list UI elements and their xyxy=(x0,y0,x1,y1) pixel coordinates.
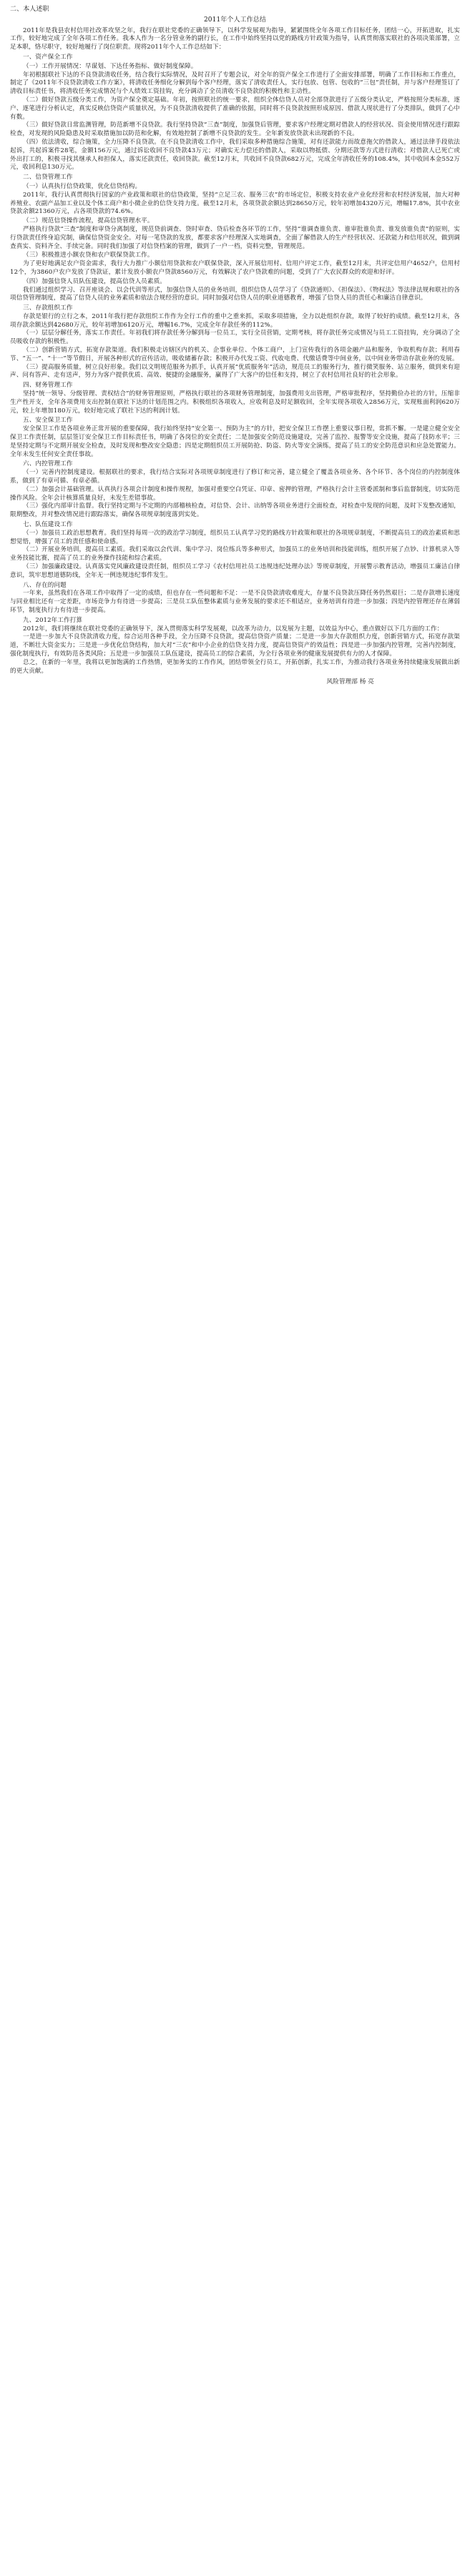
paragraph: 2011年，我行认真贯彻执行国家的产业政策和联社的信贷政策，坚持“立足三农、服务三农”的市场定位，积极支持农业产业化经营和农村经济发展，加大对种养殖业、农副产品加工业以及个体工商户和小微企业的信贷支持力度。截至12月末，各项贷款余额达到28650万元，较年初增加4320万元，增幅17.8%，其中农业贷款余额21360万元，占各项贷款的74.6%。 xyxy=(10,191,460,216)
paragraph: （二）开展业务培训，提高员工素质。我们采取以会代训、集中学习、岗位练兵等多种形式，加强员工的业务培训和技能训练，组织开展了点钞、计算机录入等业务技能比赛，提高了员工的业务操作技能和综合素质。 xyxy=(10,546,460,563)
paragraph: （二）做好贷款五级分类工作，为资产保全奠定基础。年初，按照联社的统一要求，组织全体信贷人员对全部贷款进行了五级分类认定，严格按照分类标准，逐户、逐笔进行分析认定，真实反映信贷资产质量状况，为不良贷款清收提供了准确的依据，同时将不良贷款按照形成原因、借款人现状进行了分类排队，做到了心中有数。 xyxy=(10,96,460,121)
paragraph: 坚持“统一领导、分级管理、责权结合”的财务管理原则，严格执行联社的各项财务管理制度，加强费用支出管理，严格审批程序，坚持勤俭办社的方针，压缩非生产性开支，全年各项费用支出控制在联社下达的计划范围之内。积极组织各项收入，应收利息及时足额收回，全年实现各项收入2856万元，实现账面利润620万元，较上年增加180万元，较好地完成了联社下达的利润计划。 xyxy=(10,390,460,415)
paragraph: （一）完善内控制度建设。根据联社的要求，我行结合实际对各项规章制度进行了修订和完善，建立健全了覆盖各项业务、各个环节、各个岗位的内控制度体系，做到了有章可循、有章必循。 xyxy=(10,469,460,485)
paragraph: （三）提高服务质量，树立良好形象。我们以文明规范服务为抓手，认真开展“优质服务年”活动，规范员工的服务行为，推行微笑服务、站立服务，做到来有迎声、问有答声、走有送声，努力为客户提供优质、高效、便捷的金融服务，赢得了广大客户的信任和支持，树立了农村信用社良好的社会形象。 xyxy=(10,363,460,380)
paragraph: 总之，在新的一年里，我将以更加饱满的工作热情，更加务实的工作作风，团结带领全行员工，开拓创新，扎实工作，为推动我行各项业务持续健康发展做出新的更大贡献。 xyxy=(10,658,460,675)
heading-level1: 二、信贷管理工作 xyxy=(23,174,73,182)
paragraph: 我们通过组织学习、召开座谈会、以会代训等形式，加强信贷人员的业务培训，组织信贷人员学习了《贷款通则》、《担保法》、《物权法》等法律法规和联社的各项信贷管理制度，提高了信贷人员的业务素质和依法合规经营的意识。同时加强对信贷人员的职业道德教育，增强了信贷人员的责任心和廉洁自律意识。 xyxy=(10,286,460,302)
heading-level1: 一、资产保全工作 xyxy=(23,53,73,61)
paragraph: （四）依法清收，综合施策，全力压降不良贷款。在不良贷款清收工作中，我们采取多种措施综合施策，对有还款能力而故意拖欠的借款人，通过法律手段依法起诉，共起诉案件28笔，金额156万元，通过诉讼收回不良贷款43万元；对确实无力偿还的借款人，采取以物抵债、分期还款等方式进行清收；对借款人已死亡或外出打工的，积极寻找其继承人和担保人，落实还款责任，收回贷款。截至12月末，共收回不良贷款682万元，完成全年清收任务的108.4%，其中收回本金552万元，收回利息130万元。 xyxy=(10,138,460,172)
paragraph: 严格执行贷款“三查”制度和审贷分离制度，规范贷前调查、贷时审查、贷后检查各环节的工作，坚持“谁调查谁负责、谁审批谁负责、谁发放谁负责”的原则，实行贷款责任终身追究制，确保信贷资金安全。对每一笔贷款的发放，都要求客户经理深入实地调查，全面了解借款人的生产经营状况、还款能力和信用状况，做到调查真实、资料齐全、手续完备。同时我们加强了对信贷档案的管理，做到了一户一档，资料完整，管理规范。 xyxy=(10,225,460,250)
section-heading: 二、本人述职 xyxy=(10,6,49,13)
heading-level1: 七、队伍建设工作 xyxy=(23,521,73,529)
paragraph: 一年来，虽然我们在各项工作中取得了一定的成绩，但也存在一些问题和不足：一是不良贷款清收难度大，存量不良贷款压降任务仍然艰巨；二是存款增长速度与同业相比还有一定差距，市场竞争力有待进一步提高；三是员工队伍整体素质与业务发展的要求还不相适应，业务培训有待进一步加强；四是内控管理还存在薄弱环节，制度执行力有待进一步提高。 xyxy=(10,590,460,614)
paragraph: 2011年是我县农村信用社改革攻坚之年，我行在联社党委的正确领导下，以科学发展观为指导，紧紧围绕全年各项工作目标任务，团结一心，开拓进取，扎实工作，较好地完成了全年各项工作任务。我本人作为一名分管业务的副行长，在工作中始终坚持以党的路线方针政策为指导，认真贯彻落实联社的各项决策部署，立足本职，恪尽职守，较好地履行了岗位职责。现将2011年个人工作总结如下： xyxy=(10,26,460,51)
paragraph: 年初根据联社下达的不良贷款清收任务，结合我行实际情况，及时召开了专题会议，对全年的资产保全工作进行了全面安排部署，明确了工作目标和工作重点，制定了《2011年不良贷款清收工作方案》，将清收任务细化分解到每个客户经理，落实了清收责任人，实行包放、包管、包收的“三包”责任制，并与客户经理签订了清收目标责任书，将清收任务完成情况与个人绩效工资挂钩，充分调动了全员清收不良贷款的积极性和主动性。 xyxy=(10,71,460,96)
heading-level1: 四、财务管理工作 xyxy=(23,382,73,390)
heading-level1: 五、安全保卫工作 xyxy=(23,417,73,425)
heading-level2: （二）规范信贷操作流程，提高信贷管理水平。 xyxy=(23,217,154,225)
paragraph: 为了更好地满足农户资金需求，我行大力推广小额信用贷款和农户联保贷款，深入开展信用村、信用户评定工作，截至12月末，共评定信用户4652户，信用村12个，为3860户农户发放了贷款证，累计发放小额农户贷款8560万元，有效解决了农户贷款难的问题，受到了广大农民群众的欢迎和好评。 xyxy=(10,260,460,276)
heading-level1: 九、2012年工作打算 xyxy=(23,616,83,624)
heading-level2: （三）积极推进小额农贷和农户联保贷款工作。 xyxy=(23,252,154,259)
heading-level1: 三、存款组织工作 xyxy=(23,304,73,312)
paragraph: （二）加强会计基础管理。认真执行各项会计制度和操作规程，加强对重要空白凭证、印章、密押的管理，严格执行会计主管委派制和事后监督制度，切实防范操作风险。全年会计核算质量良好，未发生差错事故。 xyxy=(10,485,460,502)
heading-level1: 六、内控管理工作 xyxy=(23,460,73,468)
paragraph: （三）加强廉政建设。认真落实党风廉政建设责任制，组织员工学习《农村信用社员工违规违纪处理办法》等规章制度，开展警示教育活动，增强员工廉洁自律意识，筑牢思想道德防线，全年无一例违规违纪事件发生。 xyxy=(10,563,460,579)
paragraph: （二）创新营销方式，拓宽存款渠道。我们积极走访辖区内的机关、企事业单位、个体工商户，上门宣传我行的各项金融产品和服务，争取机构存款；利用春节、“五一”、“十一”等节假日，开展各种形式的宣传活动，吸收储蓄存款；积极开办代发工资、代收电费、代缴话费等中间业务，以中间业务带动存款业务的发展。 xyxy=(10,347,460,362)
document-title: 2011年个人工作总结 xyxy=(203,16,266,24)
heading-level2: （一）认真执行信贷政策，优化信贷结构。 xyxy=(23,182,142,190)
paragraph: （一）层层分解任务，落实工作责任。年初我们将存款任务分解到每一位员工，实行全员营销，定期考核，将存款任务完成情况与员工工资挂钩，充分调动了全员吸收存款的积极性。 xyxy=(10,330,460,346)
paragraph: 存款是银行的立行之本，2011年我行把存款组织工作作为全行工作的重中之重来抓，采取多项措施，全力以赴组织存款，取得了较好的成绩。截至12月末，各项存款余额达到42680万元，较年初增加6120万元，增幅16.7%，完成全年存款任务的112%。 xyxy=(10,312,460,329)
paragraph: （一）加强员工政治思想教育。我们坚持每周一次的政治学习制度，组织员工认真学习党的路线方针政策和联社的各项规章制度，不断提高员工的政治素质和思想觉悟，增强了员工的责任感和使命感。 xyxy=(10,529,460,545)
paragraph: 一是进一步加大不良贷款清收力度，综合运用各种手段，全力压降不良贷款，提高信贷资产质量；二是进一步加大存款组织力度，创新营销方式，拓宽存款渠道，不断壮大资金实力；三是进一步优化信贷结构，加大对“三农”和中小企业的信贷支持力度，提高信贷资产的效益性；四是进一步加强内控管理，完善内控制度，强化制度执行，有效防范各类风险；五是进一步加强员工队伍建设，提高员工的综合素质，为全行各项业务的健康发展提供有力的人才保障。 xyxy=(10,633,460,658)
paragraph: 安全保卫工作是各项业务正常开展的重要保障，我行始终坚持“安全第一、预防为主”的方针，把安全保卫工作摆上重要议事日程，常抓不懈。一是建立健全安全保卫工作责任制，层层签订安全保卫工作目标责任书，明确了各岗位的安全责任；二是加强安全防范设施建设，完善了监控、报警等安全设施，提高了技防水平；三是坚持定期与不定期开展安全检查，及时发现和整改安全隐患；四是定期组织员工开展防抢、防盗、防火等安全演练，提高了员工的安全防范意识和应急处置能力。全年未发生任何安全责任事故。 xyxy=(10,425,460,458)
heading-level2: （四）加强信贷人员队伍建设，提高信贷人员素质。 xyxy=(23,277,166,285)
heading-level2: （一）工作开展情况：早谋划、下达任务指标、做好制度保障。 xyxy=(23,62,197,70)
paragraph: （三）强化内部审计监督。我行坚持定期与不定期的内部稽核检查，对信贷、会计、出纳等各项业务进行全面检查，对检查中发现的问题，及时下发整改通知，限期整改，并对整改情况进行跟踪落实，确保各项规章制度落到实处。 xyxy=(10,502,460,519)
paragraph: 2012年，我们将继续在联社党委的正确领导下，深入贯彻落实科学发展观，以改革为动力，以发展为主题，以效益为中心，重点做好以下几方面的工作： xyxy=(23,625,444,633)
paragraph: （三）做好贷款日常监测管理，防范新增不良贷款。我行坚持贷款“三查”制度，加强贷后管理，要求客户经理定期对借款人的经营状况、资金使用情况进行跟踪检查，对发现的风险隐患及时采取措施加以防范和化解，有效地控制了新增不良贷款的发生。全年新发放贷款未出现新的不良。 xyxy=(10,122,460,138)
heading-level1: 八、存在的问题 xyxy=(23,581,67,589)
signature: 风险管理部 杨 亮 xyxy=(326,678,374,686)
